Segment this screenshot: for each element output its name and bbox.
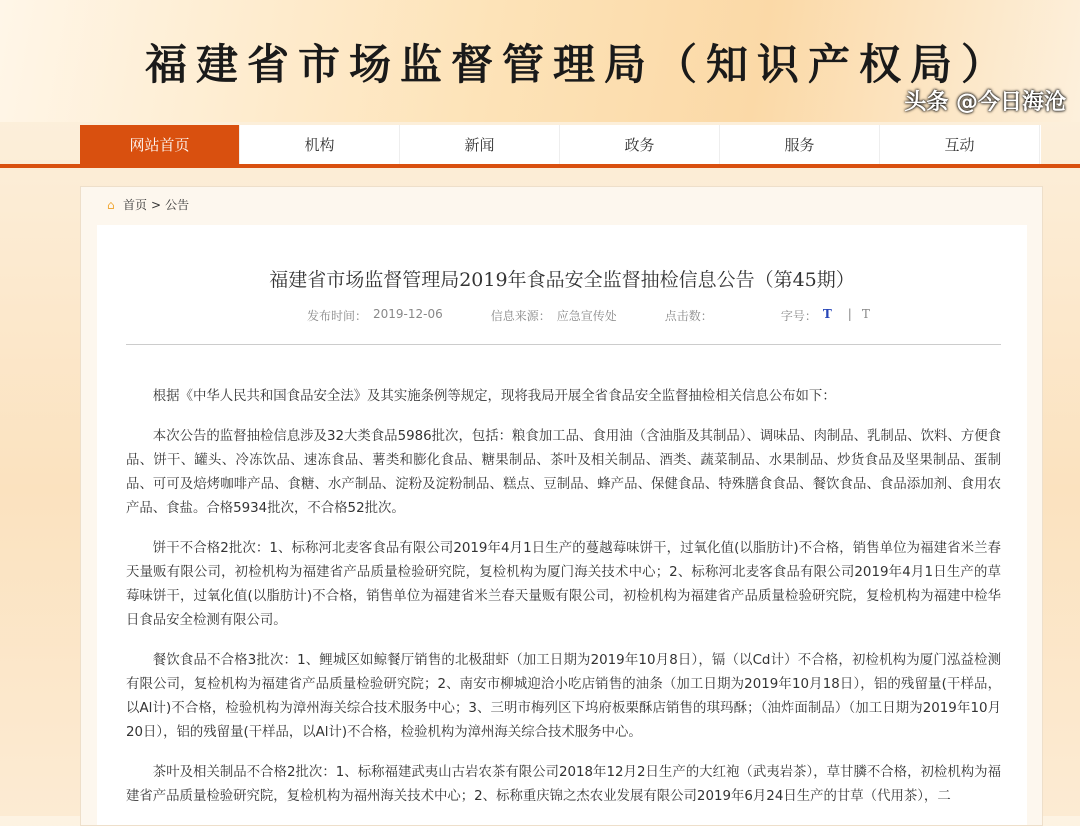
- font-small-button[interactable]: T: [861, 307, 870, 321]
- nav-underline: [0, 164, 1080, 168]
- paragraph: 饼干不合格2批次：1、标称河北麦客食品有限公司2019年4月1日生产的蔓越莓味饼干，过氧化值(以脂肪计)不合格，销售单位为福建省米兰春天量贩有限公司，初检机构为福建省产品质量检验研究院，复检机构为厦门海关技术中心；2、标称河北麦客食品有限公司2019年4月1日生产的草莓味饼干，过氧化值(以脂肪计)不合格，销售单位为福建省米兰春天量贩有限公司，初检机构为福建省产品质量检验研究院，复检机构为福建中检华日食品安全检测有限公司。: [126, 541, 1001, 628]
- source: 应急宣传处: [556, 309, 617, 323]
- article-meta: [307, 307, 876, 324]
- source-label: 信息来源：: [490, 309, 551, 323]
- article: [97, 225, 1027, 825]
- content-panel: [80, 186, 1043, 826]
- paragraph: 餐饮食品不合格3批次：1、鲤城区如鲸餐厅销售的北极甜虾（加工日期为2019年10月8日），镉（以Cd计）不合格，初检机构为厦门泓益检测有限公司，复检机构为福建省产品质量检验研究院；2、南安市柳城迎洽小吃店销售的油条（加工日期为2019年10月18日），铝的残留量(干样品，以Al计)不合格，检验机构为漳州海关综合技术服务中心；3、三明市梅列区下坞府板栗酥店销售的琪玛酥；（油炸面制品）（加工日期为2019年10月20日），铝的残留量(干样品，以Al计)不合格，检验机构为漳州海关综合技术服务中心。: [126, 653, 1001, 740]
- paragraph: 茶叶及相关制品不合格2批次：1、标称福建武夷山古岩农茶有限公司2018年12月2日生产的大红袍（武夷岩茶），草甘膦不合格，初检机构为福建省产品质量检验研究院，复检机构为福州海关技术中心；2、标称重庆锦之杰农业发展有限公司2019年6月24日生产的甘草（代用茶），二: [126, 765, 1001, 804]
- article-body: [126, 385, 1001, 825]
- font-separator: |: [847, 307, 852, 321]
- date-label: 发布时间：: [307, 309, 368, 323]
- breadcrumb: [107, 196, 189, 213]
- font-size-label: 字号：: [780, 309, 817, 323]
- divider: [126, 344, 1001, 345]
- nav-interaction[interactable]: 互动: [880, 125, 1040, 165]
- nav-organization[interactable]: 机构: [240, 125, 400, 165]
- site-banner: [0, 0, 1080, 122]
- home-icon: ⌂: [107, 197, 115, 212]
- nav-home[interactable]: 网站首页: [80, 125, 240, 165]
- clicks-label: 点击数：: [664, 309, 713, 323]
- site-title: 福建省市场监督管理局（知识产权局）: [145, 40, 1013, 89]
- breadcrumb-home[interactable]: 首页: [123, 198, 148, 212]
- nav-services[interactable]: 服务: [720, 125, 880, 165]
- nav-government-affairs[interactable]: 政务: [560, 125, 720, 165]
- watermark: 头条 @今日海沧: [904, 90, 1066, 115]
- publish-date: 2019-12-06: [373, 307, 443, 321]
- nav-news[interactable]: 新闻: [400, 125, 560, 165]
- paragraph: 本次公告的监督抽检信息涉及32大类食品5986批次，包括：粮食加工品、食用油（含油脂及其制品）、调味品、肉制品、乳制品、饮料、方便食品、饼干、罐头、冷冻饮品、速冻食品、薯类和膨化食品、糖果制品、茶叶及相关制品、酒类、蔬菜制品、水果制品、炒货食品及坚果制品、蛋制品、可可及焙烤咖啡产品、食糖、水产制品、淀粉及淀粉制品、糕点、豆制品、蜂产品、保健食品、特殊膳食食品、餐饮食品、食品添加剂、食用农产品、食盐。合格5934批次，不合格52批次。: [126, 429, 1001, 516]
- breadcrumb-current[interactable]: 公告: [165, 198, 190, 212]
- breadcrumb-separator: >: [151, 197, 162, 212]
- article-title: 福建省市场监督管理局2019年食品安全监督抽检信息公告（第45期）: [269, 269, 855, 291]
- font-large-button[interactable]: T: [822, 307, 832, 321]
- paragraph: 根据《中华人民共和国食品安全法》及其实施条例等规定，现将我局开展全省食品安全监督抽检相关信息公布如下：: [152, 389, 836, 404]
- main-nav: [80, 125, 1041, 165]
